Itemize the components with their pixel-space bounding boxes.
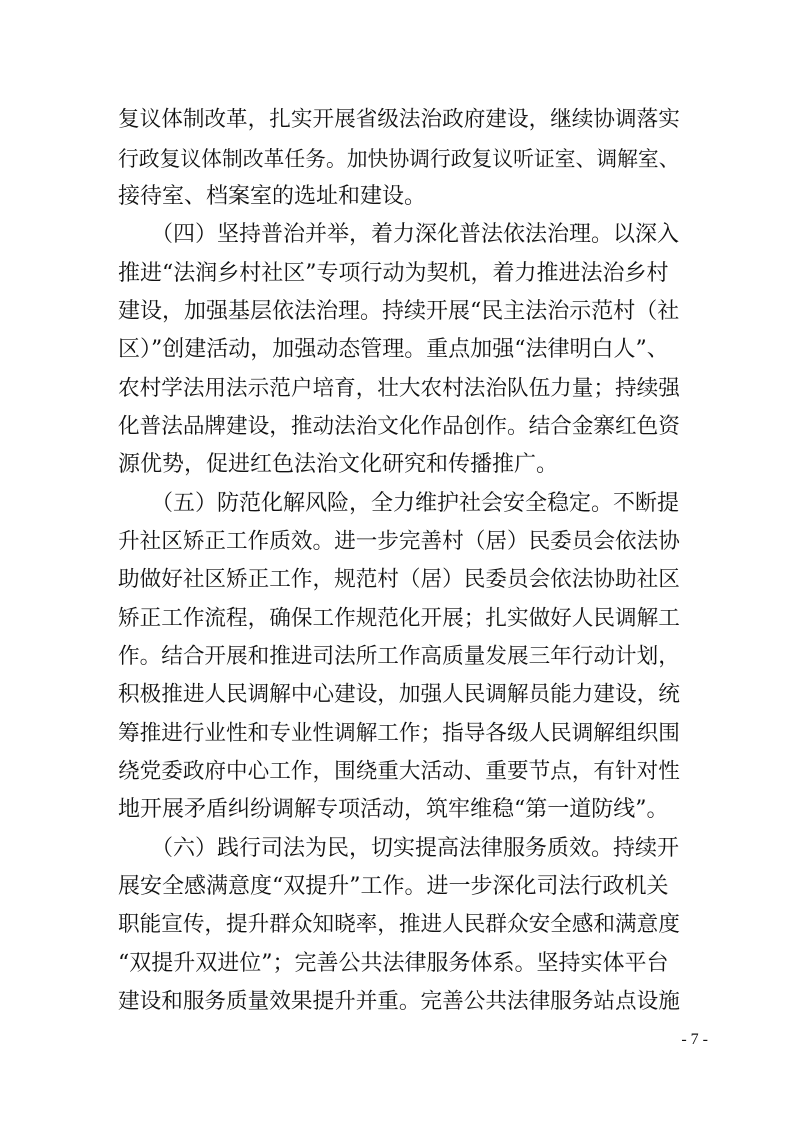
text-line: 积极推进人民调解中心建设，加强人民调解员能力建设，统 [118,682,680,707]
text-line: 建设，加强基层依法治理。持续开展“民主法治示范村（社 [118,299,680,324]
text-line: “双提升双进位”；完善公共法律服务体系。坚持实体平台 [118,951,669,976]
text-line: 矫正工作流程，确保工作规范化开展；扎实做好人民调解工 [118,606,680,631]
text-line: 助做好社区矫正工作，规范村（居）民委员会依法协助社区 [118,567,680,592]
text-line: 源优势，促进红色法治文化研究和传播推广。 [118,452,559,477]
text-line: 职能宣传，提升群众知晓率，推进人民群众安全感和满意度 [118,912,680,937]
page-number: - 7 - [681,1031,708,1048]
text-line: 作。结合开展和推进司法所工作高质量发展三年行动计划， [118,644,680,669]
text-line: 行政复议体制改革任务。加快协调行政复议听证室、调解室、 [118,147,680,171]
text-line: 地开展矛盾纠纷调解专项活动，筑牢维稳“第一道防线”。 [118,797,669,822]
text-line: 化普法品牌建设，推动法治文化作品创作。结合金寨红色资 [118,414,680,439]
text-line: 推进“法润乡村社区”专项行动为契机，着力推进法治乡村 [118,261,669,286]
text-line: 展安全感满意度“双提升”工作。进一步深化司法行政机关 [118,874,669,899]
text-line: 筹推进行业性和专业性调解工作；指导各级人民调解组织围 [118,721,680,746]
paragraph-heading-line: （四）坚持普治并举，着力深化普法依法治理。以深入 [151,222,680,247]
text-line: 农村学法用法示范户培育，壮大农村法治队伍力量；持续强 [118,376,680,401]
paragraph-heading-line: （五）防范化解风险，全力维护社会安全稳定。不断提 [151,491,680,516]
text-line: 复议体制改革，扎实开展省级法治政府建设，继续协调落实 [118,107,680,132]
text-line: 区）”创建活动，加强动态管理。重点加强“法律明白人”、 [118,337,669,362]
text-line: 升社区矫正工作质效。进一步完善村（居）民委员会依法协 [118,529,680,554]
paragraph-heading-line: （六）践行司法为民，切实提高法律服务质效。持续开 [151,836,680,861]
text-line: 建设和服务质量效果提升并重。完善公共法律服务站点设施 [118,989,680,1014]
text-line: 绕党委政府中心工作，围绕重大活动、重要节点，有针对性 [118,759,680,784]
text-line: 接待室、档案室的选址和建设。 [118,184,427,209]
